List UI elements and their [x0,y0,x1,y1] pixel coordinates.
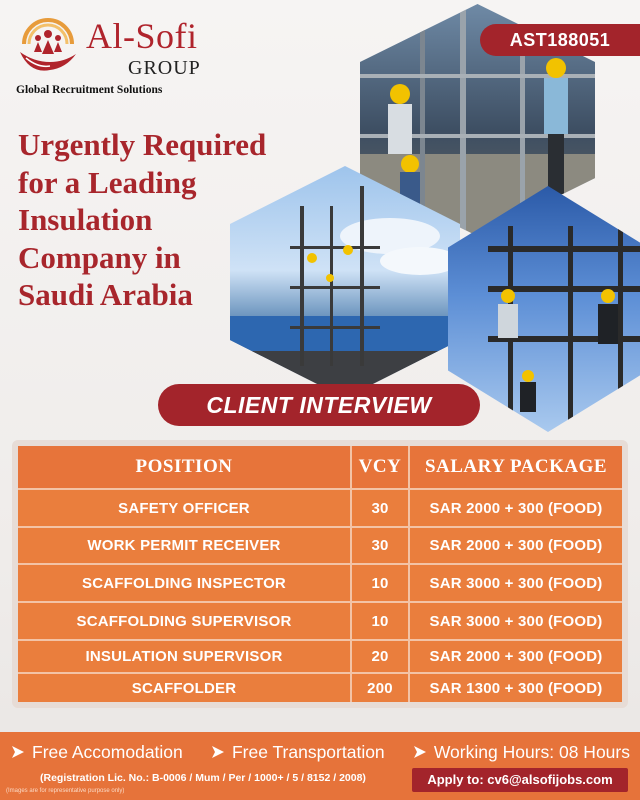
vacancy-cell: 20 [352,641,410,674]
salary-cell: SAR 3000 + 300 (FOOD) [410,603,622,641]
table-row [18,490,622,528]
brand-name: Al-Sofi [86,16,198,56]
header-position: POSITION [18,446,352,490]
brand-logo [16,14,256,98]
arrow-right-icon [412,744,428,760]
salary-cell: SAR 2000 + 300 (FOOD) [410,641,622,674]
salary-cell: SAR 2000 + 300 (FOOD) [410,490,622,528]
header-salary: SALARY PACKAGE [410,446,622,490]
brand-tagline: Global Recruitment Solutions [16,84,163,96]
benefit-label: Free Accomodation [32,742,183,762]
vacancy-cell: 30 [352,528,410,565]
vacancy-cell: 10 [352,603,410,641]
position-cell: SCAFFOLDING INSPECTOR [18,565,352,603]
position-cell: WORK PERMIT RECEIVER [18,528,352,565]
salary-cell: SAR 2000 + 300 (FOOD) [410,528,622,565]
headline-line: Urgently Required [18,127,267,162]
position-cell: INSULATION SUPERVISOR [18,641,352,674]
reference-code-badge: AST188051 [480,24,640,56]
table-row [18,528,622,565]
table-row [18,641,622,674]
client-interview-banner: CLIENT INTERVIEW [158,384,480,426]
benefit-label: Free Transportation [231,742,385,762]
vacancy-cell: 200 [352,674,410,702]
vacancy-cell: 10 [352,565,410,603]
headline-line: Company in [18,239,181,275]
table-header-row [18,446,622,490]
arrow-right-icon [10,744,26,760]
apply-email-link[interactable]: Apply to: cv6@alsofijobs.com [412,768,628,792]
benefit-item [210,740,385,764]
positions-table [12,440,628,708]
benefit-item [412,740,630,764]
table-row [18,674,622,702]
position-cell: SAFETY OFFICER [18,490,352,528]
table-row [18,603,622,641]
headline-line: for a Leading [18,164,197,200]
benefits-list [0,740,640,764]
position-cell: SCAFFOLDING SUPERVISOR [18,603,352,641]
arrow-right-icon [210,744,226,760]
vacancy-cell: 30 [352,490,410,528]
headline-line: Saudi Arabia [18,277,193,312]
table-row [18,565,622,603]
registration-license: (Registration Lic. No.: B-0006 / Mum / Per / 1000+ / 5 / 8152 / 2008) [40,772,366,784]
benefit-item [10,740,183,764]
footer-bar [0,732,640,800]
salary-cell: SAR 3000 + 300 (FOOD) [410,565,622,603]
position-cell: SCAFFOLDER [18,674,352,702]
salary-cell: SAR 1300 + 300 (FOOD) [410,674,622,702]
headline-line: Insulation [18,202,153,237]
image-disclaimer: (Images are for representative purpose only) [6,788,125,794]
brand-group: GROUP [128,57,201,79]
hands-people-logo-icon [16,14,80,76]
header-vcy: VCY [352,446,410,490]
benefit-label: Working Hours: 08 Hours [433,742,630,762]
